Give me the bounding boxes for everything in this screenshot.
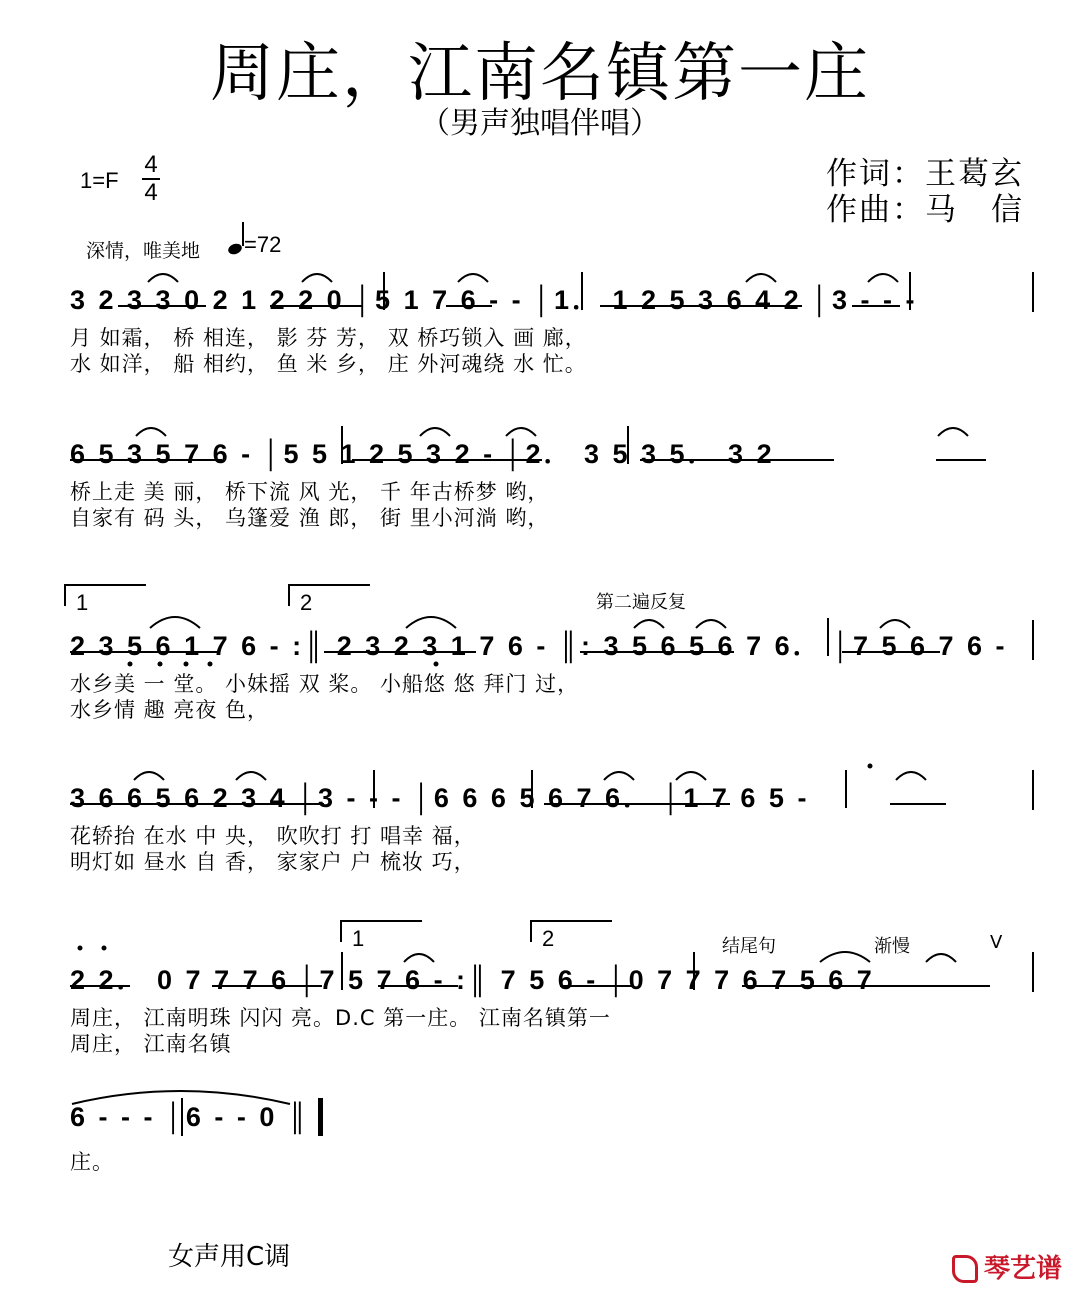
tie-arc [134, 772, 164, 780]
tie-arc [150, 617, 200, 628]
composer-credit: 作曲：马 信 [826, 192, 1024, 228]
tie-arc [676, 772, 706, 780]
tie-arc [746, 274, 776, 282]
brand-logo [952, 1248, 1062, 1285]
lyricist-credit: 作词：王葛玄 [826, 156, 1024, 192]
lyric-line-4b: 明灯如 昼水 自 香， 家家户 户 梳妆 巧， [70, 850, 476, 874]
tempo-value: =72 [244, 232, 282, 257]
melody-line-4: 3 6 6 5 6 2 3 4 │3 - - - │6 6 6 5 6 7 6． │1 7 6 5 - [70, 783, 810, 813]
footer-key-note: 女声用C调 [168, 1242, 291, 1272]
melody-line-1: 3 2 3 3 0 2 1 2 2 0 │5 1 7 6 - - │1． 1 2 5 3 6 4 2 │3 - - - [70, 285, 918, 315]
lyric-line-4a: 花轿抬 在水 中 央， 吹吹打 打 唱幸 福， [70, 824, 476, 848]
tie-arc [604, 772, 634, 780]
ending-phrase-note: 结尾句 [722, 936, 776, 957]
tie-arc [868, 274, 898, 282]
melody-line-6: 6 - - - │6 - - 0 ║ [70, 1102, 311, 1132]
tie-arc [302, 274, 332, 282]
brand-logo-text: 琴艺谱 [984, 1254, 1063, 1284]
tie-arc [458, 274, 488, 282]
ritardando-note: 渐慢 [874, 936, 910, 957]
tie-arc [896, 772, 926, 780]
tie-arc [926, 954, 956, 962]
tie-arc [820, 952, 870, 962]
key-signature: 1=F [80, 168, 119, 193]
tie-arc [406, 617, 456, 628]
score-title: 周庄，江南名镇第一庄 [210, 37, 870, 111]
tie-arc [404, 954, 434, 962]
meter-bottom: 4 [144, 179, 158, 206]
lyric-line-1a: 月 如霜， 桥 相连， 影 芬 芳， 双 桥巧锁入 画 廊， [70, 326, 587, 350]
tie-arc [696, 620, 726, 628]
tie-arc [506, 428, 536, 436]
meter-top: 4 [144, 151, 158, 178]
score-subtitle: （男声独唱伴唱） [420, 106, 660, 141]
lyric-line-2a: 桥上走 美 丽， 桥下流 风 光， 千 年古桥梦 哟， [70, 480, 550, 504]
lyric-line-3a: 水乡美 一 堂。 小妹摇 双 桨。 小船悠 悠 拜门 过， [70, 672, 580, 696]
lyric-line-3b: 水乡情 趣 亮夜 色， [70, 698, 270, 722]
tie-arc [148, 274, 178, 282]
lyric-line-5a: 周庄， 江南明珠 闪闪 亮。D.C 第一庄。 江南名镇第一 [70, 1006, 611, 1030]
volta-number-1: 1 [76, 590, 89, 615]
breath-mark: V [990, 932, 1003, 953]
tie-arc [420, 428, 450, 436]
lyric-line-6: 庄。 [70, 1150, 114, 1174]
volta-number-2: 2 [542, 926, 555, 951]
volta-number-2: 2 [300, 590, 313, 615]
lyric-line-2b: 自家有 码 头， 乌篷爱 渔 郎， 街 里小河淌 哟， [70, 506, 550, 530]
expression-marking: 深情，唯美地 [86, 240, 201, 262]
lyric-line-5b: 周庄， 江南名镇 [70, 1032, 232, 1056]
melody-line-5: 2 2． 0 7 7 7 6 │7 5 7 6 - :║ 7 5 6 - │0 7 7 7 6 7 5 6 7 [70, 965, 875, 995]
tie-arc [136, 428, 166, 436]
melody-line-2: 6 5 3 5 7 6 - │5 5 1 2 5 3 2 - │2． 3 5 3 5． 3 2 [70, 439, 775, 469]
volta-number-1: 1 [352, 926, 365, 951]
logo-icon [952, 1255, 978, 1283]
tie-arc [236, 772, 266, 780]
tie-arc [880, 620, 910, 628]
melody-line-3: 2 3 5 6 1 7 6 - :║ 2 3 2 3 1 7 6 - ║: 3 5 6 5 6 7 6． │7 5 6 7 6 - [70, 631, 1008, 661]
repeat-note: 第二遍反复 [596, 592, 686, 613]
lyric-line-1b: 水 如洋， 船 相约， 鱼 米 乡， 庄 外河魂绕 水 忙。 [70, 352, 587, 376]
tie-arc [938, 428, 968, 436]
tie-arc [634, 620, 664, 628]
